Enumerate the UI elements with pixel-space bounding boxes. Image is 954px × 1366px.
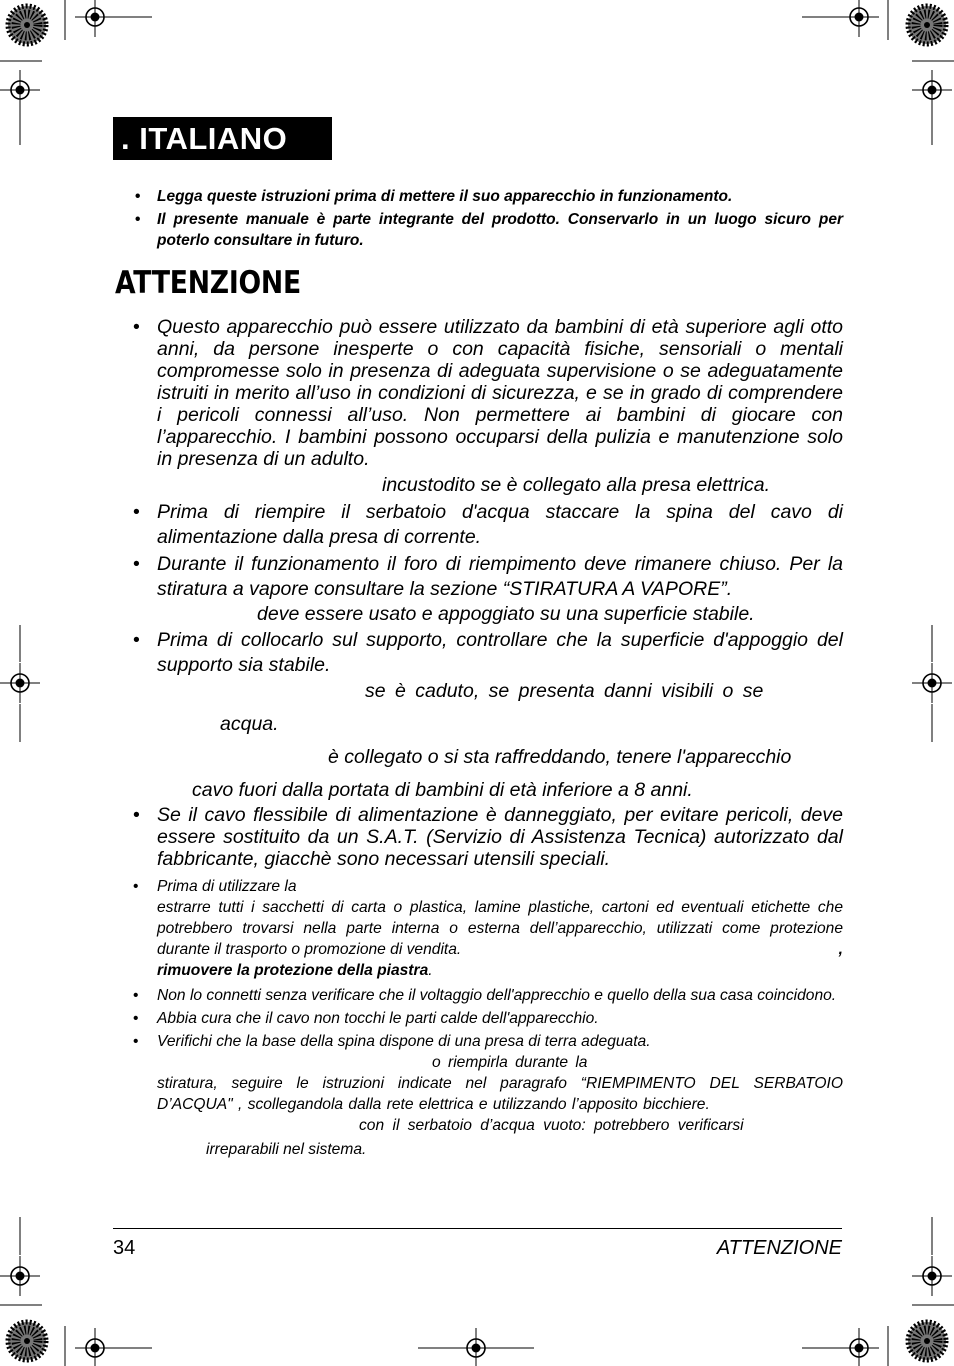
intro-list [135,186,843,253]
warning-continuation: è collegato o si sta raffreddando, tenere l'apparecchio [328,746,792,768]
bullet: • [133,1010,139,1027]
warning-continuation: con il serbatoio d’acqua vuoto: potrebbero verificarsi [359,1117,744,1134]
registration-star-top-right [908,6,946,44]
registration-star-bottom-left [8,1322,46,1360]
warning-text: estrarre tutti i sacchetti di carta o plastica, lamine plastiche, cartoni ed eventuali etichette che potrebbero trovarsi nella parte interna o esterna dell’apparecchio, utilizzati come protezione durante il trasporto o promozione di vendita. [157,899,843,958]
warning-text: Prima di utilizzare la [157,878,297,895]
warning-text: Abbia cura che il cavo non tocchi le parti calde dell'apparecchio. [157,1010,599,1027]
registration-target [0,663,40,703]
warning-continuation: stiratura, seguire le istruzioni indicate nel paragrafo “RIEMPIMENTO DEL SERBATOIO D’ACQUA" , scollegandola dalla rete elettrica e utilizzando l’apposito bicchiere. [157,1075,843,1113]
registration-target [912,1256,952,1296]
warning-continuation: se è caduto, se presenta danni visibili o se [365,680,764,702]
warning-text: Questo apparecchio può essere utilizzato da bambini di età superiore agli otto anni, da persone inesperte o con capacità fisiche, sensoriali o mentali compromesse solo in presenza di adeguata supervisione o se adeguatamente istruiti in merito all’uso in condizioni di sicurezza, e se in grado di comprendere i pericoli connessi all’uso. Non permettere ai bambini di giocare con l’apparecchio. I bambini possono occuparsi della pulizia e manutenzione solo in presenza di un adulto. [157,316,843,470]
bullet: • [133,501,140,523]
warning-continuation: o riempirla durante la [432,1054,588,1071]
warning-continuation: irreparabili nel sistema. [206,1141,367,1158]
warning-emphasis: rimuovere la protezione della piastra [157,962,429,979]
registration-target [456,1328,496,1366]
bullet: • [133,804,140,826]
intro-text: Legga queste istruzioni prima di mettere il suo apparecchio in funzionamento. [157,188,733,205]
bullet: • [133,553,140,575]
warning-item [133,1031,843,1052]
bullet: • [133,629,140,651]
bullet: • [133,878,139,895]
footer-rule [113,1228,842,1229]
registration-target [912,70,952,110]
warning-continuation: cavo fuori dalla portata di bambini di età inferiore a 8 anni. [192,779,693,801]
intro-item [135,186,843,207]
registration-target [912,663,952,703]
warning-text: Prima di collocarlo sul supporto, controllare che la superficie d'appoggio del supporto sia stabile. [157,629,843,676]
warning-continuation: incustodito se è collegato alla presa elettrica. [382,474,771,496]
bullet: • [133,316,140,338]
warning-text: Prima di riempire il serbatoio d'acqua staccare la spina del cavo di alimentazione dalla presa di corrente. [157,501,843,548]
warning-continuation: deve essere usato e appoggiato su una superficie stabile. [257,603,755,625]
registration-target [75,0,115,37]
warning-continuation: acqua. [220,713,279,735]
registration-target [839,0,879,37]
warning-text: Durante il funzionamento il foro di riempimento deve rimanere chiuso. Per la stiratura a vapore consultare la sezione “STIRATURA A VAPORE”. [157,553,843,600]
warning-list [133,316,843,1159]
bullet: • [133,987,139,1004]
language-banner: . ITALIANO [113,117,332,160]
page-number: 34 [113,1237,136,1259]
intro-item [135,209,843,251]
warning-text: Non lo connetti senza verificare che il voltaggio dell'apprecchio e quello della sua casa coincidono. [157,987,837,1004]
warning-item [133,552,843,601]
warning-text: Verifichi che la base della spina dispone di una presa di terra adeguata. [157,1033,651,1050]
warning-item [133,316,843,470]
warning-item [133,500,843,549]
warning-text: . [428,962,433,979]
bullet: • [133,1033,139,1050]
bullet: • [135,211,141,228]
registration-target [0,70,40,110]
section-heading: ATTENZIONE [115,265,301,301]
registration-target [75,1328,115,1366]
warning-item [133,804,843,870]
bullet: • [135,188,141,205]
warning-item [133,628,843,677]
warning-item [133,1008,843,1029]
warning-item [133,876,843,981]
footer-section-title: ATTENZIONE [716,1237,842,1259]
warning-comma: , [838,941,843,958]
registration-target [839,1328,879,1366]
intro-text: Il presente manuale è parte integrante del prodotto. Conservarlo in un luogo sicuro per poterlo consultare in futuro. [157,211,843,249]
warning-text: Se il cavo flessibile di alimentazione è danneggiato, per evitare pericoli, deve essere sostituito da un S.A.T. (Servizio di Assistenza Tecnica) autorizzato dal fabbricante, giacchè sono necessari utensili speciali. [157,804,843,870]
warning-item [133,985,843,1006]
registration-star-bottom-right [908,1322,946,1360]
registration-star-top-left [8,6,46,44]
registration-target [0,1256,40,1296]
